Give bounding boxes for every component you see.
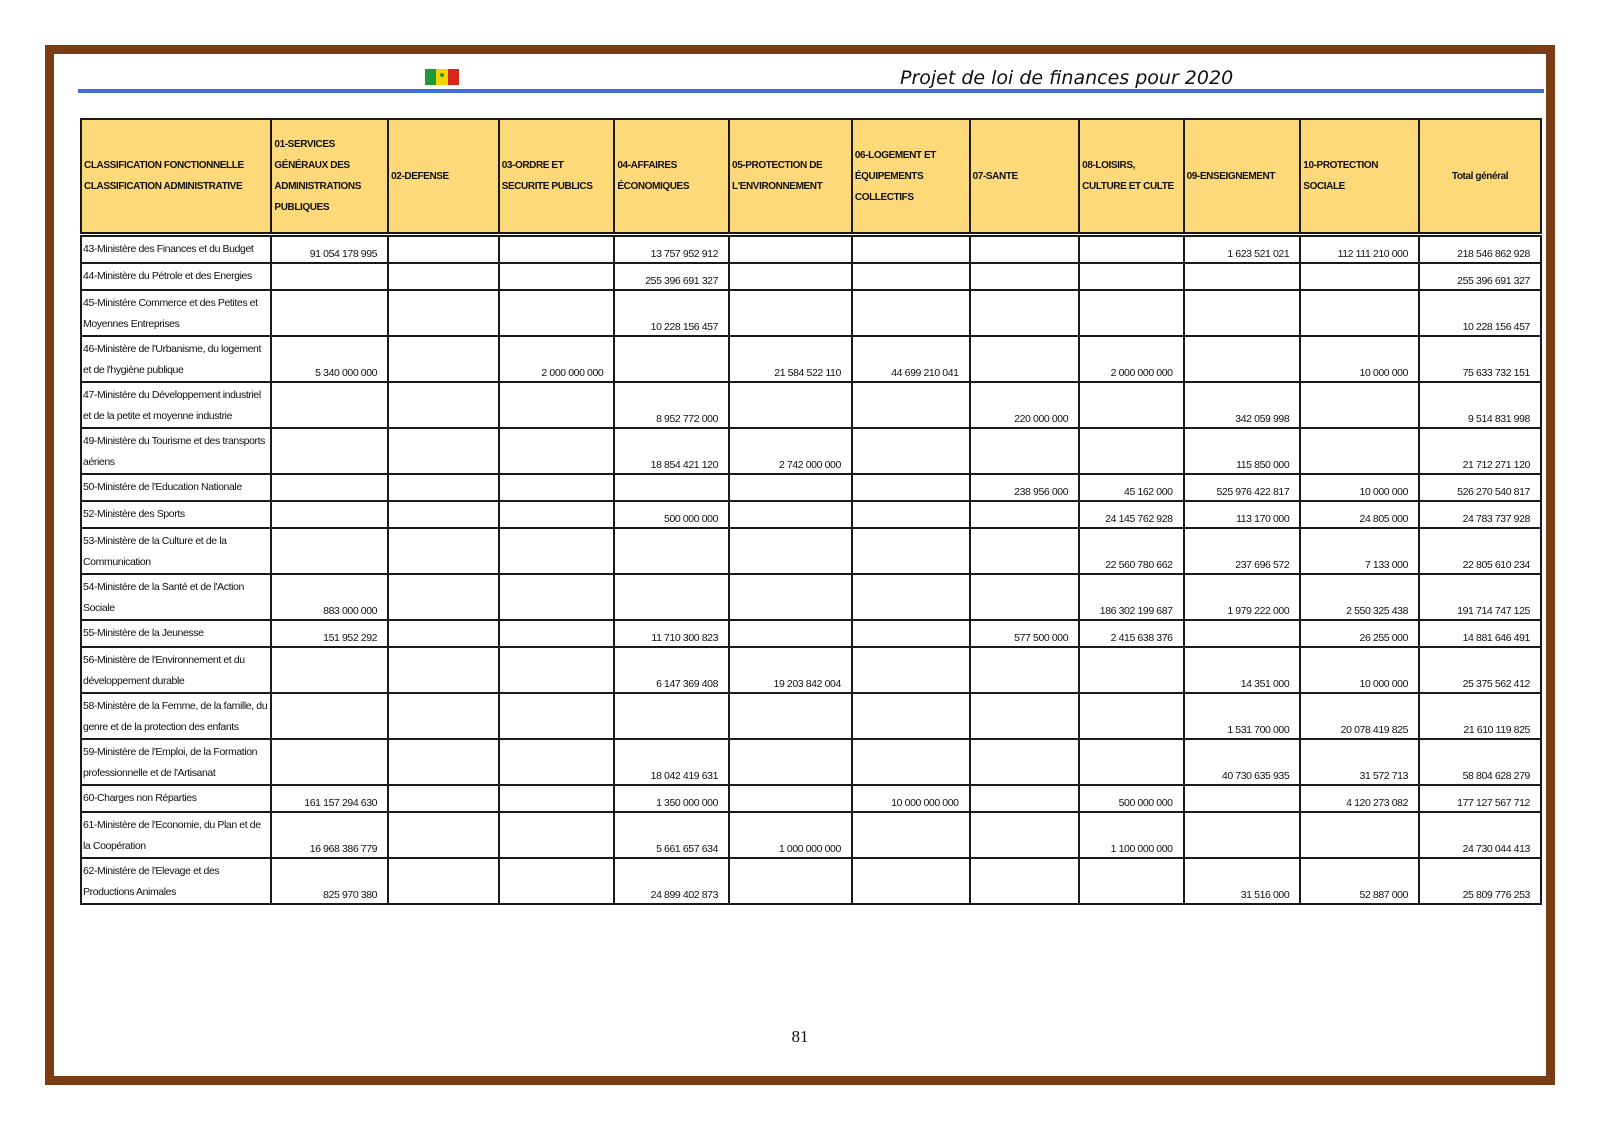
corner-header (81, 119, 271, 233)
amount-cell: 1 531 700 000 (1184, 693, 1301, 739)
column-header: 08-LOISIRS, CULTURE ET CULTE (1079, 119, 1183, 233)
amount-cell (388, 812, 499, 858)
amount-cell (499, 428, 615, 474)
table-row (81, 474, 1541, 501)
amount-cell (852, 620, 970, 647)
amount-cell: 16 968 386 779 (271, 812, 388, 858)
row-total-cell: 58 804 628 279 (1419, 739, 1541, 785)
amount-cell: 10 000 000 (1300, 336, 1419, 382)
amount-cell: 18 042 419 631 (614, 739, 729, 785)
amount-cell: 31 572 713 (1300, 739, 1419, 785)
row-label: 52-Ministère des Sports (81, 501, 271, 528)
amount-cell: 10 000 000 000 (852, 785, 970, 812)
amount-cell (970, 858, 1080, 904)
row-label: 60-Charges non Réparties (81, 785, 271, 812)
row-label: 56-Ministère de l'Environnement et du développement durable (81, 647, 271, 693)
row-label: 59-Ministère de l'Emploi, de la Formation professionnelle et de l'Artisanat (81, 739, 271, 785)
row-total-cell: 21 610 119 825 (1419, 693, 1541, 739)
amount-cell: 2 000 000 000 (499, 336, 615, 382)
amount-cell (271, 528, 388, 574)
amount-cell (970, 263, 1080, 290)
amount-cell: 577 500 000 (970, 620, 1080, 647)
amount-cell (1079, 693, 1183, 739)
amount-cell (388, 858, 499, 904)
amount-cell: 19 203 842 004 (729, 647, 852, 693)
budget-table (80, 118, 1542, 905)
amount-cell: 11 710 300 823 (614, 620, 729, 647)
amount-cell: 24 899 402 873 (614, 858, 729, 904)
table-header-row (81, 119, 1541, 233)
amount-cell (852, 501, 970, 528)
amount-cell (271, 647, 388, 693)
amount-cell: 2 550 325 438 (1300, 574, 1419, 620)
amount-cell (970, 739, 1080, 785)
amount-cell (729, 858, 852, 904)
amount-cell (388, 620, 499, 647)
table-row (81, 428, 1541, 474)
row-label: 53-Ministère de la Culture et de la Communication (81, 528, 271, 574)
row-label: 46-Ministère de l'Urbanisme, du logement et de l'hygiène publique (81, 336, 271, 382)
amount-cell (970, 428, 1080, 474)
amount-cell: 6 147 369 408 (614, 647, 729, 693)
amount-cell: 2 000 000 000 (1079, 336, 1183, 382)
amount-cell (1184, 290, 1301, 336)
amount-cell (1184, 620, 1301, 647)
amount-cell (271, 290, 388, 336)
table-row (81, 812, 1541, 858)
amount-cell (729, 739, 852, 785)
amount-cell (614, 693, 729, 739)
amount-cell (271, 693, 388, 739)
amount-cell (388, 739, 499, 785)
table-row (81, 382, 1541, 428)
page-number: 81 (791, 1027, 809, 1046)
amount-cell (388, 474, 499, 501)
amount-cell (852, 693, 970, 739)
table-row (81, 263, 1541, 290)
column-header: 06-LOGEMENT ET ÉQUIPEMENTS COLLECTIFS (852, 119, 970, 233)
amount-cell (852, 428, 970, 474)
amount-cell (1079, 739, 1183, 785)
amount-cell: 237 696 572 (1184, 528, 1301, 574)
amount-cell: 161 157 294 630 (271, 785, 388, 812)
amount-cell (852, 858, 970, 904)
amount-cell: 20 078 419 825 (1300, 693, 1419, 739)
flag-stripe-red (448, 69, 459, 85)
amount-cell (499, 647, 615, 693)
amount-cell: 45 162 000 (1079, 474, 1183, 501)
table-row (81, 501, 1541, 528)
amount-cell (1079, 290, 1183, 336)
amount-cell (499, 693, 615, 739)
column-header-total: Total général (1419, 119, 1541, 233)
row-total-cell: 24 730 044 413 (1419, 812, 1541, 858)
amount-cell: 21 584 522 110 (729, 336, 852, 382)
row-label: 43-Ministère des Finances et du Budget (81, 236, 271, 263)
amount-cell: 22 560 780 662 (1079, 528, 1183, 574)
table-row (81, 574, 1541, 620)
amount-cell: 2 742 000 000 (729, 428, 852, 474)
row-total-cell: 10 228 156 457 (1419, 290, 1541, 336)
row-label: 62-Ministère de l'Elevage et des Productions Animales (81, 858, 271, 904)
table-row (81, 693, 1541, 739)
amount-cell (970, 785, 1080, 812)
row-label: 49-Ministère du Tourisme et des transports aériens (81, 428, 271, 474)
column-header: 03-ORDRE ET SECURITE PUBLICS (499, 119, 615, 233)
row-total-cell: 21 712 271 120 (1419, 428, 1541, 474)
amount-cell (499, 785, 615, 812)
amount-cell (499, 290, 615, 336)
amount-cell (499, 528, 615, 574)
amount-cell (388, 236, 499, 263)
amount-cell: 220 000 000 (970, 382, 1080, 428)
amount-cell (852, 647, 970, 693)
amount-cell: 113 170 000 (1184, 501, 1301, 528)
amount-cell (729, 528, 852, 574)
amount-cell (970, 812, 1080, 858)
amount-cell (614, 474, 729, 501)
amount-cell: 40 730 635 935 (1184, 739, 1301, 785)
amount-cell: 1 000 000 000 (729, 812, 852, 858)
amount-cell (499, 858, 615, 904)
row-total-cell: 25 809 776 253 (1419, 858, 1541, 904)
amount-cell (729, 785, 852, 812)
amount-cell (499, 574, 615, 620)
row-label: 45-Ministère Commerce et des Petites et Moyennes Entreprises (81, 290, 271, 336)
column-header: 05-PROTECTION DE L'ENVIRONNEMENT (729, 119, 852, 233)
amount-cell: 186 302 199 687 (1079, 574, 1183, 620)
amount-cell: 342 059 998 (1184, 382, 1301, 428)
row-total-cell: 22 805 610 234 (1419, 528, 1541, 574)
amount-cell: 255 396 691 327 (614, 263, 729, 290)
amount-cell: 10 228 156 457 (614, 290, 729, 336)
amount-cell: 5 340 000 000 (271, 336, 388, 382)
amount-cell (729, 474, 852, 501)
amount-cell (852, 812, 970, 858)
row-total-cell: 526 270 540 817 (1419, 474, 1541, 501)
amount-cell (499, 474, 615, 501)
row-label: 47-Ministère du Développement industriel et de la petite et moyenne industrie (81, 382, 271, 428)
table-row (81, 858, 1541, 904)
row-total-cell: 255 396 691 327 (1419, 263, 1541, 290)
amount-cell (970, 336, 1080, 382)
row-total-cell: 75 633 732 151 (1419, 336, 1541, 382)
amount-cell (729, 263, 852, 290)
row-total-cell: 191 714 747 125 (1419, 574, 1541, 620)
amount-cell (614, 528, 729, 574)
row-total-cell: 25 375 562 412 (1419, 647, 1541, 693)
amount-cell (729, 290, 852, 336)
row-total-cell: 9 514 831 998 (1419, 382, 1541, 428)
flag-stripe-yellow (436, 69, 447, 85)
amount-cell (1184, 336, 1301, 382)
amount-cell (852, 528, 970, 574)
amount-cell (499, 812, 615, 858)
amount-cell (388, 574, 499, 620)
amount-cell (729, 501, 852, 528)
table-row (81, 620, 1541, 647)
amount-cell (271, 474, 388, 501)
amount-cell: 31 516 000 (1184, 858, 1301, 904)
amount-cell (499, 620, 615, 647)
amount-cell: 26 255 000 (1300, 620, 1419, 647)
amount-cell (729, 236, 852, 263)
amount-cell: 1 350 000 000 (614, 785, 729, 812)
row-label: 54-Ministère de la Santé et de l'Action Sociale (81, 574, 271, 620)
amount-cell (271, 501, 388, 528)
amount-cell (388, 290, 499, 336)
amount-cell: 5 661 657 634 (614, 812, 729, 858)
amount-cell: 52 887 000 (1300, 858, 1419, 904)
amount-cell: 7 133 000 (1300, 528, 1419, 574)
amount-cell: 151 952 292 (271, 620, 388, 647)
amount-cell (852, 574, 970, 620)
amount-cell: 8 952 772 000 (614, 382, 729, 428)
amount-cell (499, 501, 615, 528)
flag-stripe-green (425, 69, 436, 85)
amount-cell (970, 574, 1080, 620)
amount-cell (1184, 785, 1301, 812)
amount-cell (852, 474, 970, 501)
table-row (81, 647, 1541, 693)
column-header: 01-SERVICES GÉNÉRAUX DES ADMINISTRATIONS PUBLIQUES (271, 119, 388, 233)
amount-cell: 1 623 521 021 (1184, 236, 1301, 263)
amount-cell (271, 382, 388, 428)
row-total-cell: 14 881 646 491 (1419, 620, 1541, 647)
amount-cell (970, 236, 1080, 263)
amount-cell (852, 290, 970, 336)
row-label: 50-Ministère de l'Education Nationale (81, 474, 271, 501)
row-total-cell: 218 546 862 928 (1419, 236, 1541, 263)
amount-cell (1079, 428, 1183, 474)
amount-cell (388, 428, 499, 474)
amount-cell (970, 528, 1080, 574)
row-label: 58-Ministère de la Femme, de la famille, du genre et de la protection des enfants (81, 693, 271, 739)
amount-cell: 4 120 273 082 (1300, 785, 1419, 812)
amount-cell (388, 263, 499, 290)
amount-cell (388, 336, 499, 382)
amount-cell: 112 111 210 000 (1300, 236, 1419, 263)
amount-cell (970, 693, 1080, 739)
row-total-cell: 177 127 567 712 (1419, 785, 1541, 812)
row-label: 55-Ministère de la Jeunesse (81, 620, 271, 647)
amount-cell (970, 290, 1080, 336)
corner-header-line1: CLASSIFICATION FONCTIONNELLE (84, 160, 244, 171)
amount-cell (729, 693, 852, 739)
row-label: 44-Ministère du Pétrole et des Energies (81, 263, 271, 290)
amount-cell: 10 000 000 (1300, 474, 1419, 501)
amount-cell: 500 000 000 (614, 501, 729, 528)
amount-cell: 825 970 380 (271, 858, 388, 904)
amount-cell (1079, 647, 1183, 693)
amount-cell (1184, 812, 1301, 858)
amount-cell: 525 976 422 817 (1184, 474, 1301, 501)
amount-cell: 10 000 000 (1300, 647, 1419, 693)
amount-cell (1300, 382, 1419, 428)
amount-cell (1300, 812, 1419, 858)
amount-cell (388, 382, 499, 428)
amount-cell: 1 979 222 000 (1184, 574, 1301, 620)
amount-cell: 500 000 000 (1079, 785, 1183, 812)
amount-cell (852, 739, 970, 785)
amount-cell: 14 351 000 (1184, 647, 1301, 693)
amount-cell (388, 528, 499, 574)
amount-cell (614, 574, 729, 620)
amount-cell (1300, 428, 1419, 474)
column-header: 02-DEFENSE (388, 119, 499, 233)
amount-cell (1300, 263, 1419, 290)
amount-cell (852, 382, 970, 428)
amount-cell (499, 236, 615, 263)
column-header: 10-PROTECTION SOCIALE (1300, 119, 1419, 233)
amount-cell (271, 428, 388, 474)
amount-cell (388, 785, 499, 812)
table-row (81, 528, 1541, 574)
amount-cell (729, 620, 852, 647)
amount-cell (388, 693, 499, 739)
amount-cell (970, 647, 1080, 693)
column-header: 07-SANTE (970, 119, 1080, 233)
amount-cell: 44 699 210 041 (852, 336, 970, 382)
senegal-flag-icon (425, 69, 459, 85)
amount-cell (499, 382, 615, 428)
amount-cell (970, 501, 1080, 528)
row-label: 61-Ministère de l'Economie, du Plan et de la Coopération (81, 812, 271, 858)
amount-cell (614, 336, 729, 382)
amount-cell (852, 263, 970, 290)
amount-cell: 24 145 762 928 (1079, 501, 1183, 528)
amount-cell: 18 854 421 120 (614, 428, 729, 474)
table-row (81, 290, 1541, 336)
amount-cell (1079, 236, 1183, 263)
amount-cell (852, 236, 970, 263)
amount-cell (1079, 382, 1183, 428)
amount-cell (729, 574, 852, 620)
document-title: Projet de loi de finances pour 2020 (900, 67, 1234, 89)
amount-cell (388, 647, 499, 693)
amount-cell (729, 382, 852, 428)
amount-cell (271, 263, 388, 290)
amount-cell (499, 739, 615, 785)
amount-cell: 24 805 000 (1300, 501, 1419, 528)
amount-cell (499, 263, 615, 290)
amount-cell (1079, 263, 1183, 290)
column-header: 04-AFFAIRES ÉCONOMIQUES (614, 119, 729, 233)
amount-cell (1300, 290, 1419, 336)
amount-cell (271, 739, 388, 785)
amount-cell: 13 757 952 912 (614, 236, 729, 263)
amount-cell: 1 100 000 000 (1079, 812, 1183, 858)
table-row (81, 785, 1541, 812)
table-row (81, 739, 1541, 785)
amount-cell: 2 415 638 376 (1079, 620, 1183, 647)
table-row (81, 236, 1541, 263)
amount-cell: 238 956 000 (970, 474, 1080, 501)
amount-cell (1079, 858, 1183, 904)
amount-cell (388, 501, 499, 528)
row-total-cell: 24 783 737 928 (1419, 501, 1541, 528)
title-rule (78, 89, 1544, 93)
amount-cell (1184, 263, 1301, 290)
table-row (81, 336, 1541, 382)
column-header: 09-ENSEIGNEMENT (1184, 119, 1301, 233)
corner-header-line2: CLASSIFICATION ADMINISTRATIVE (84, 181, 243, 192)
amount-cell: 883 000 000 (271, 574, 388, 620)
amount-cell: 91 054 178 995 (271, 236, 388, 263)
amount-cell: 115 850 000 (1184, 428, 1301, 474)
